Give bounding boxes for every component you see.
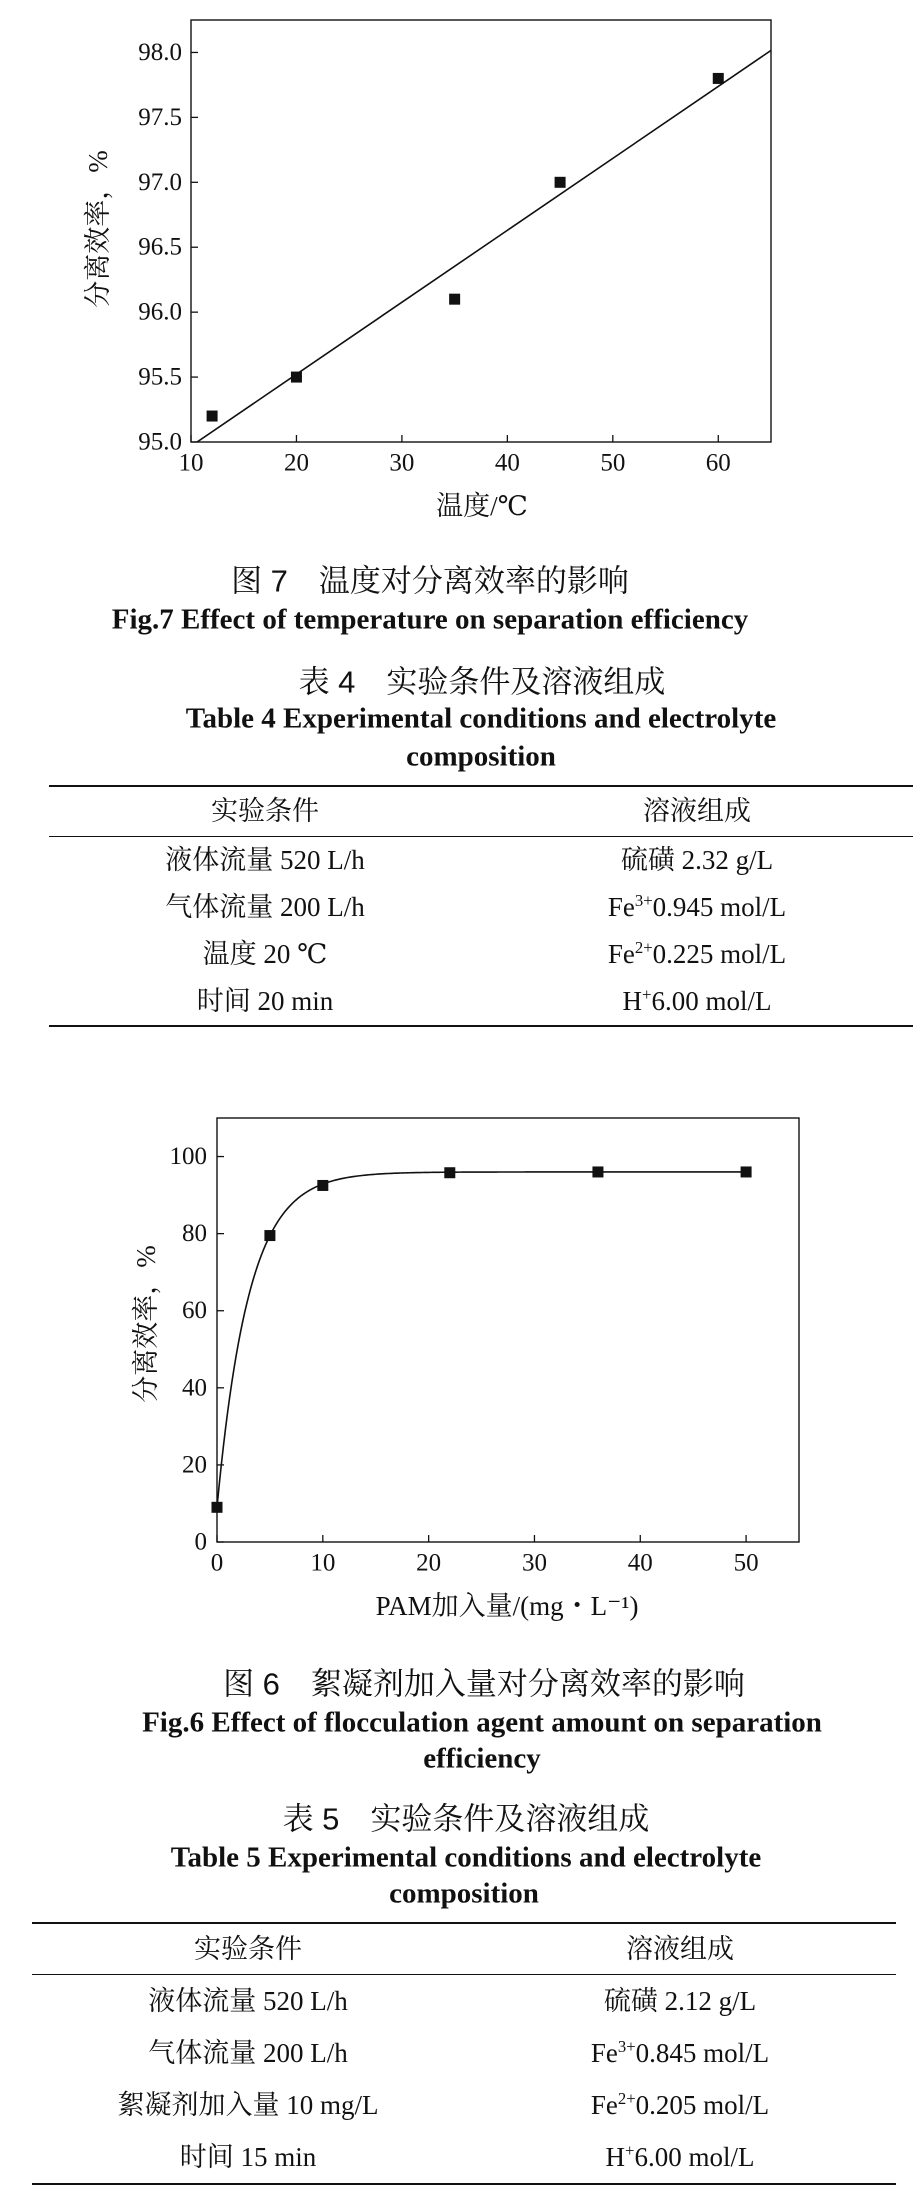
y-tick-label: 98.0 (138, 38, 182, 66)
table-row (49, 931, 913, 978)
y-tick-label: 40 (182, 1374, 207, 1402)
x-tick-label: 10 (310, 1549, 336, 1577)
x-tick-label: 10 (178, 449, 204, 477)
table-row (49, 978, 913, 1025)
table-row (32, 2131, 896, 2183)
condition-cell: 液体流量 520 L/h (148, 1986, 348, 2016)
table-header-row (49, 787, 913, 837)
composition-text: 硫磺 2.12 g/L (603, 1986, 757, 2016)
plot-frame (217, 1118, 799, 1542)
data-point (449, 294, 460, 305)
plot-frame (191, 20, 771, 442)
composition-cell (481, 931, 913, 978)
table-4-title-en-line-1: Table 4 Experimental conditions and electrolyte (185, 702, 777, 735)
x-tick-label: 30 (521, 1549, 547, 1577)
table-header-row (32, 1924, 896, 1975)
y-tick-label: 80 (182, 1220, 207, 1248)
flocculant-efficiency-chart (0, 1090, 924, 1630)
composition-cell (464, 2079, 896, 2131)
table-5-title-en-line-1: Table 5 Experimental conditions and electrolyte (170, 1841, 762, 1874)
ion-symbol: Fe (590, 2038, 618, 2068)
y-tick-label: 100 (169, 1143, 207, 1171)
ion-charge: 3+ (634, 890, 653, 910)
ion-charge: 2+ (634, 937, 653, 957)
table-4 (49, 785, 913, 1027)
ion-symbol: H (622, 986, 643, 1016)
x-tick-label: 20 (283, 449, 309, 477)
x-tick-label: 60 (705, 449, 731, 477)
ion-symbol: Fe (607, 892, 635, 922)
trend-line (191, 50, 771, 446)
data-point (741, 1166, 752, 1177)
condition-cell: 时间 15 min (179, 2142, 317, 2172)
composition-cell (464, 2131, 896, 2183)
composition-text: 硫磺 2.32 g/L (620, 845, 774, 875)
condition-cell: 时间 20 min (196, 986, 334, 1016)
table-5-title-en-line-2: composition (389, 1877, 539, 1910)
ion-symbol: Fe (607, 939, 635, 969)
data-point (555, 177, 566, 188)
x-tick-label: 0 (210, 1549, 224, 1577)
ion-symbol: H (605, 2142, 626, 2172)
figure-7-caption-en: Fig.7 Effect of temperature on separation efficiency (111, 603, 749, 636)
table-4-title-cn: 表 4 实验条件及溶液组成 (298, 664, 666, 700)
figure-7-caption-cn: 图 7 温度对分离效率的影响 (231, 563, 629, 599)
ion-charge: 2+ (617, 2088, 636, 2108)
figure-6-caption-cn: 图 6 絮凝剂加入量对分离效率的影响 (223, 1666, 745, 1702)
concentration-value: 0.225 mol/L (652, 939, 787, 969)
y-axis-label: 分离效率，% (83, 150, 113, 308)
concentration-value: 0.845 mol/L (635, 2038, 770, 2068)
concentration-value: 0.945 mol/L (652, 892, 787, 922)
condition-cell: 温度 20 ℃ (202, 939, 328, 969)
series-marks (191, 50, 771, 446)
composition-cell (481, 837, 913, 884)
ion-symbol: Fe (590, 2090, 618, 2120)
header-composition: 溶液组成 (643, 796, 751, 826)
data-point (317, 1180, 328, 1191)
header-conditions: 实验条件 (211, 796, 319, 826)
condition-cell: 絮凝剂加入量 10 mg/L (117, 2090, 379, 2120)
header-conditions: 实验条件 (194, 1934, 302, 1964)
data-point (592, 1166, 603, 1177)
x-tick-label: 40 (627, 1549, 653, 1577)
concentration-value: 6.00 mol/L (634, 2142, 755, 2172)
table-row (49, 884, 913, 931)
data-point (713, 73, 724, 84)
y-tick-label: 97.0 (138, 168, 182, 196)
y-axis-label: 分离效率，% (131, 1245, 161, 1403)
data-point (291, 372, 302, 383)
x-tick-label: 30 (389, 449, 415, 477)
ion-charge: 3+ (617, 2036, 636, 2056)
figure-6-caption-en-line-2: efficiency (423, 1742, 541, 1775)
series-marks (212, 1166, 752, 1512)
x-axis-label: PAM加入量/(mg・L⁻¹) (375, 1591, 639, 1621)
composition-cell (481, 884, 913, 931)
composition-cell (464, 1975, 896, 2027)
y-tick-label: 0 (194, 1528, 207, 1556)
temperature-efficiency-chart (0, 0, 924, 530)
x-tick-label: 20 (416, 1549, 442, 1577)
y-tick-label: 97.5 (138, 103, 182, 131)
condition-cell: 气体流量 200 L/h (165, 892, 365, 922)
axes (170, 1143, 759, 1576)
y-tick-label: 96.5 (138, 233, 182, 261)
table-5-title-cn: 表 5 实验条件及溶液组成 (282, 1801, 650, 1837)
y-tick-label: 95.5 (138, 363, 182, 391)
composition-cell (481, 978, 913, 1025)
concentration-value: 0.205 mol/L (635, 2090, 770, 2120)
table-4-title-en-line-2: composition (406, 740, 556, 773)
data-point (212, 1502, 223, 1513)
x-tick-label: 50 (600, 449, 626, 477)
data-point (207, 411, 218, 422)
concentration-value: 6.00 mol/L (651, 986, 772, 1016)
figure-6-caption-en-line-1: Fig.6 Effect of flocculation agent amount on separation (142, 1706, 822, 1739)
table-row (32, 2079, 896, 2131)
x-tick-label: 50 (733, 1549, 759, 1577)
axes (138, 39, 731, 477)
table-5 (32, 1922, 896, 2185)
condition-cell: 气体流量 200 L/h (148, 2038, 348, 2068)
data-point (444, 1167, 455, 1178)
fit-curve (217, 1172, 746, 1507)
y-tick-label: 96.0 (138, 298, 182, 326)
x-tick-label: 40 (494, 449, 520, 477)
y-tick-label: 95.0 (138, 428, 182, 456)
ion-charge: + (625, 2140, 635, 2160)
condition-cell: 液体流量 520 L/h (165, 845, 365, 875)
composition-cell (464, 2027, 896, 2079)
table-row (49, 837, 913, 884)
y-tick-label: 20 (182, 1451, 207, 1479)
x-axis-label: 温度/℃ (436, 491, 528, 521)
table-row (32, 2027, 896, 2079)
ion-charge: + (642, 984, 652, 1004)
y-tick-label: 60 (182, 1297, 207, 1325)
data-point (264, 1230, 275, 1241)
header-composition: 溶液组成 (626, 1934, 734, 1964)
table-row (32, 1975, 896, 2027)
